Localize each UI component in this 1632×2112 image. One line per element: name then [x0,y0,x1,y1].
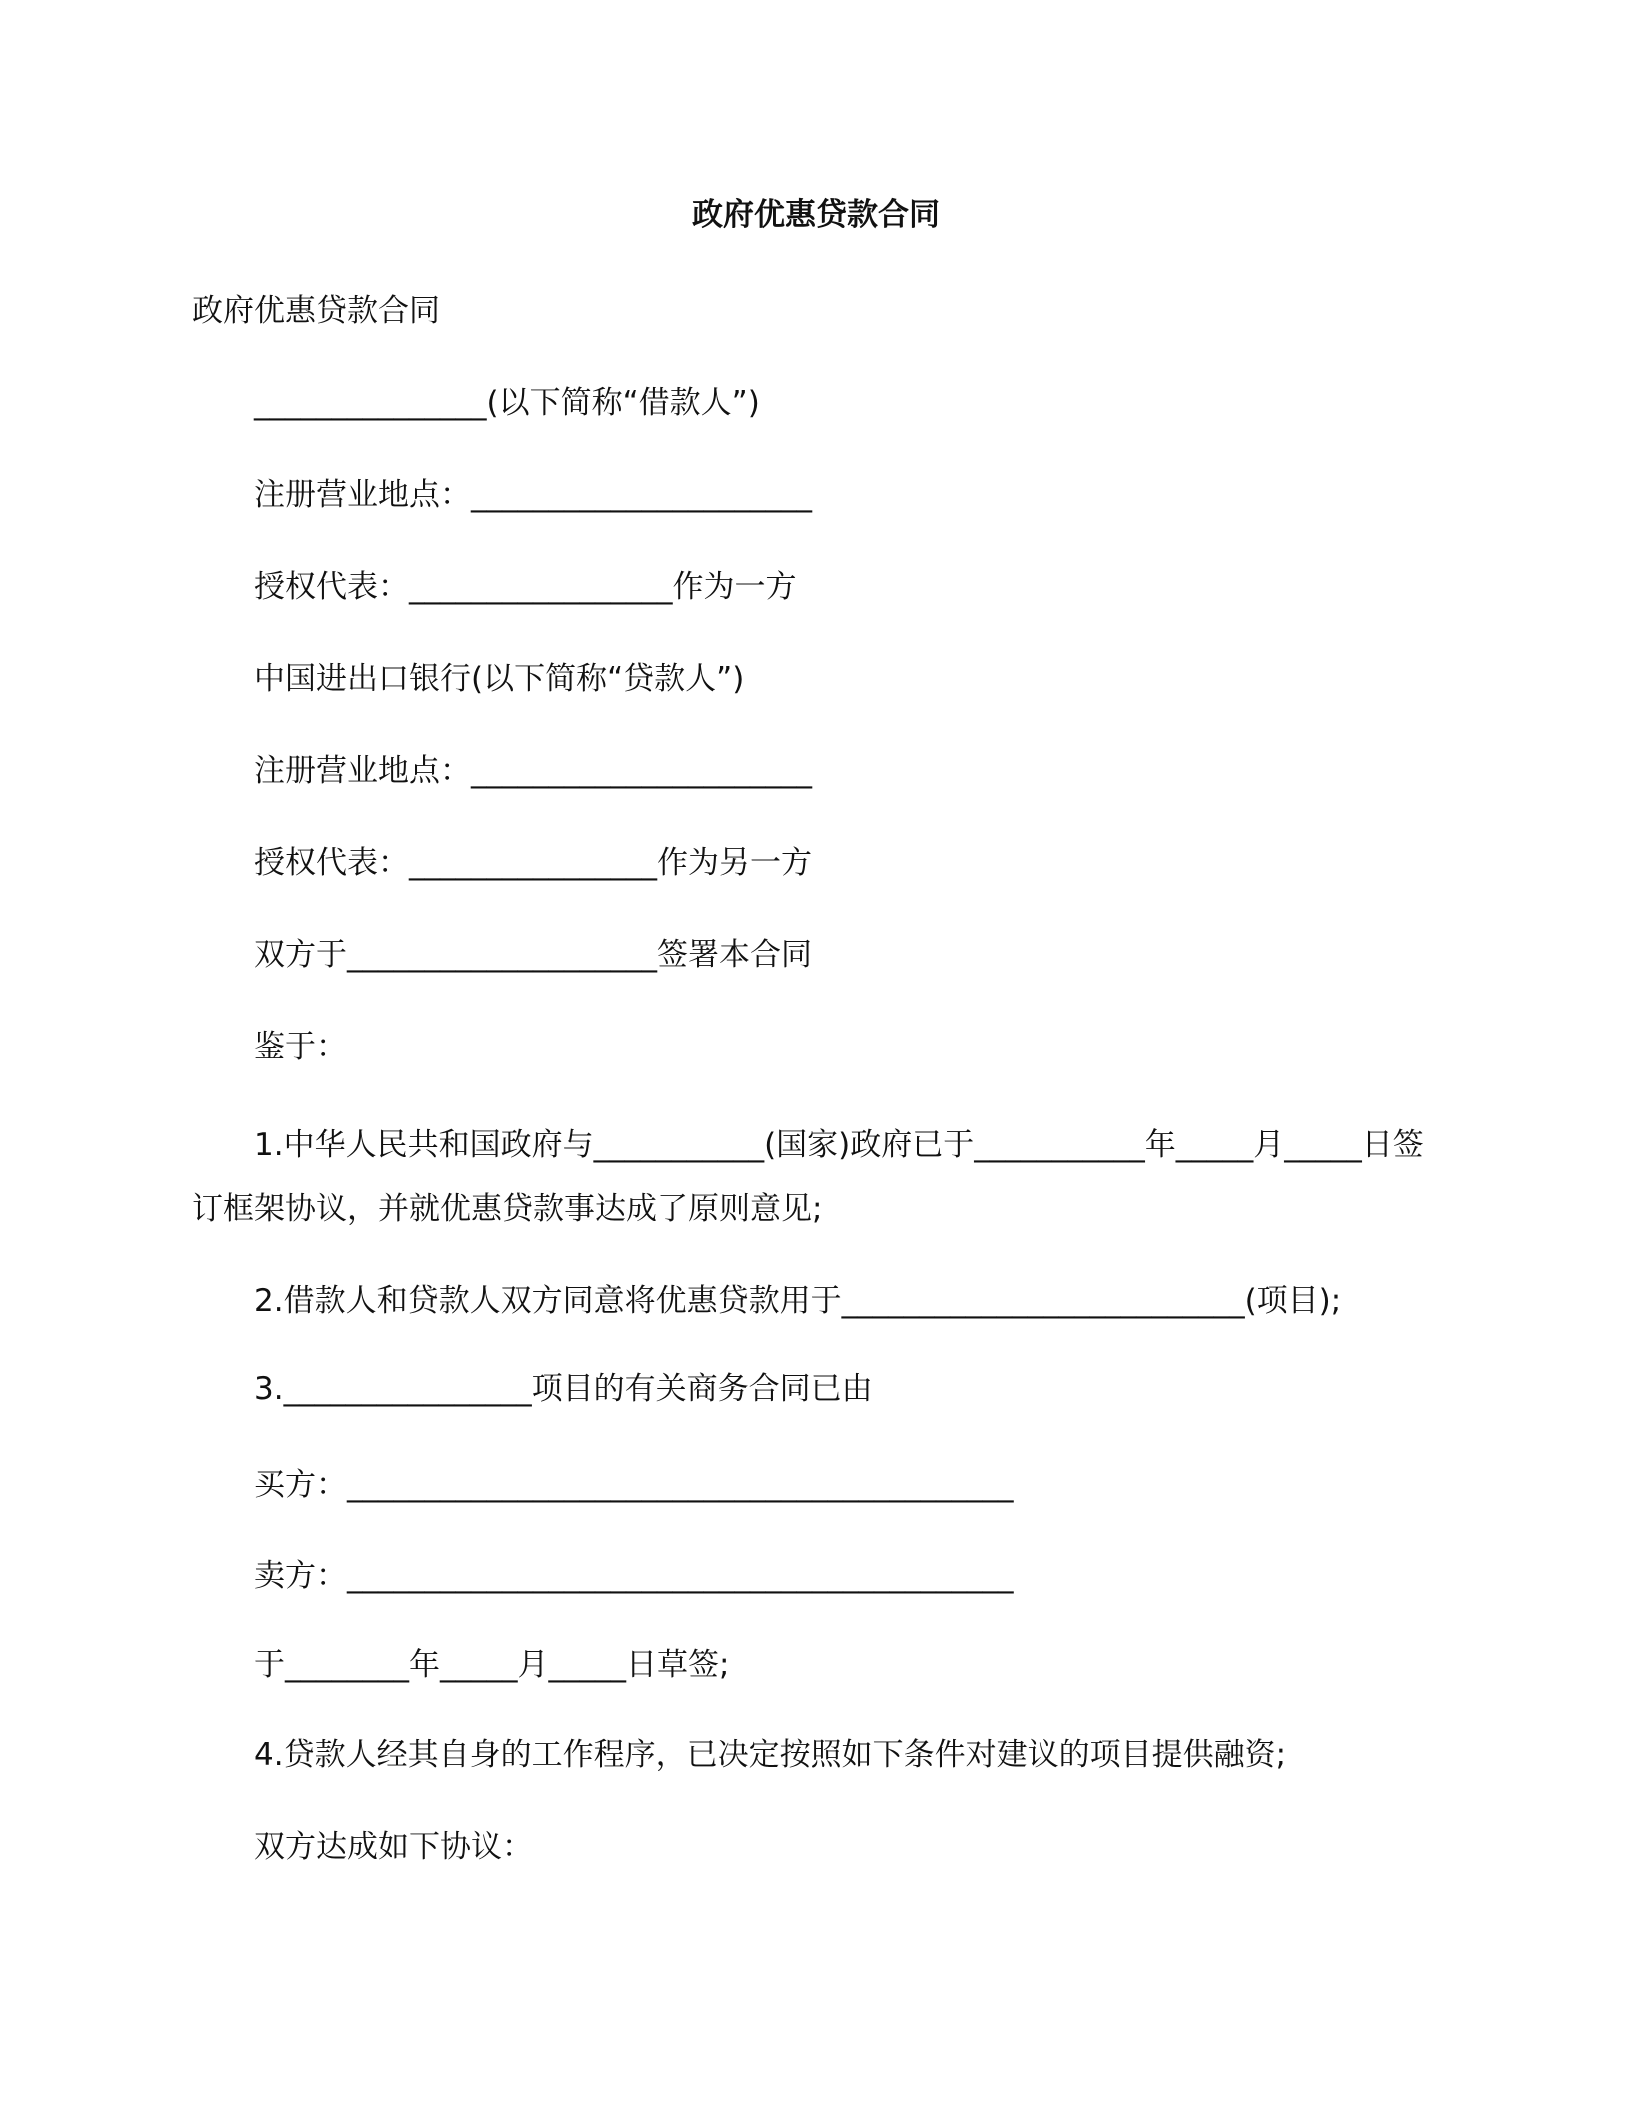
borrower-address-line: 注册营业地点：______________________ [254,477,812,513]
seller-line: 卖方：___________________________________________ [254,1558,1014,1594]
clause-2: 2.借款人和贷款人双方同意将优惠贷款用于__________________________(项目); [254,1283,1342,1319]
clause-3: 3.________________项目的有关商务合同已由 [254,1371,873,1407]
initialing-date-line: 于________年_____月_____日草签; [254,1647,730,1683]
clause-4: 4.贷款人经其自身的工作程序，已决定按照如下条件对建议的项目提供融资; [254,1737,1287,1773]
borrower-representative-line: 授权代表：_________________作为一方 [254,569,797,605]
agreement-heading: 双方达成如下协议： [254,1829,533,1865]
lender-representative-line: 授权代表：________________作为另一方 [254,845,812,881]
signing-date-line: 双方于____________________签署本合同 [254,937,812,973]
lender-name-line: 中国进出口银行(以下简称“贷款人”) [254,661,745,697]
document-subtitle: 政府优惠贷款合同 [192,293,440,329]
document-title: 政府优惠贷款合同 [692,197,940,233]
buyer-line: 买方：___________________________________________ [254,1467,1014,1503]
clause-1: 1.中华人民共和国政府与___________(国家)政府已于___________年_____月_____日签订框架协议，并就优惠贷款事达成了原则意见; [192,1127,1424,1227]
lender-address-line: 注册营业地点：______________________ [254,753,812,789]
borrower-name-line: _______________(以下简称“借款人”) [254,385,760,421]
whereas-heading: 鉴于： [254,1029,347,1065]
